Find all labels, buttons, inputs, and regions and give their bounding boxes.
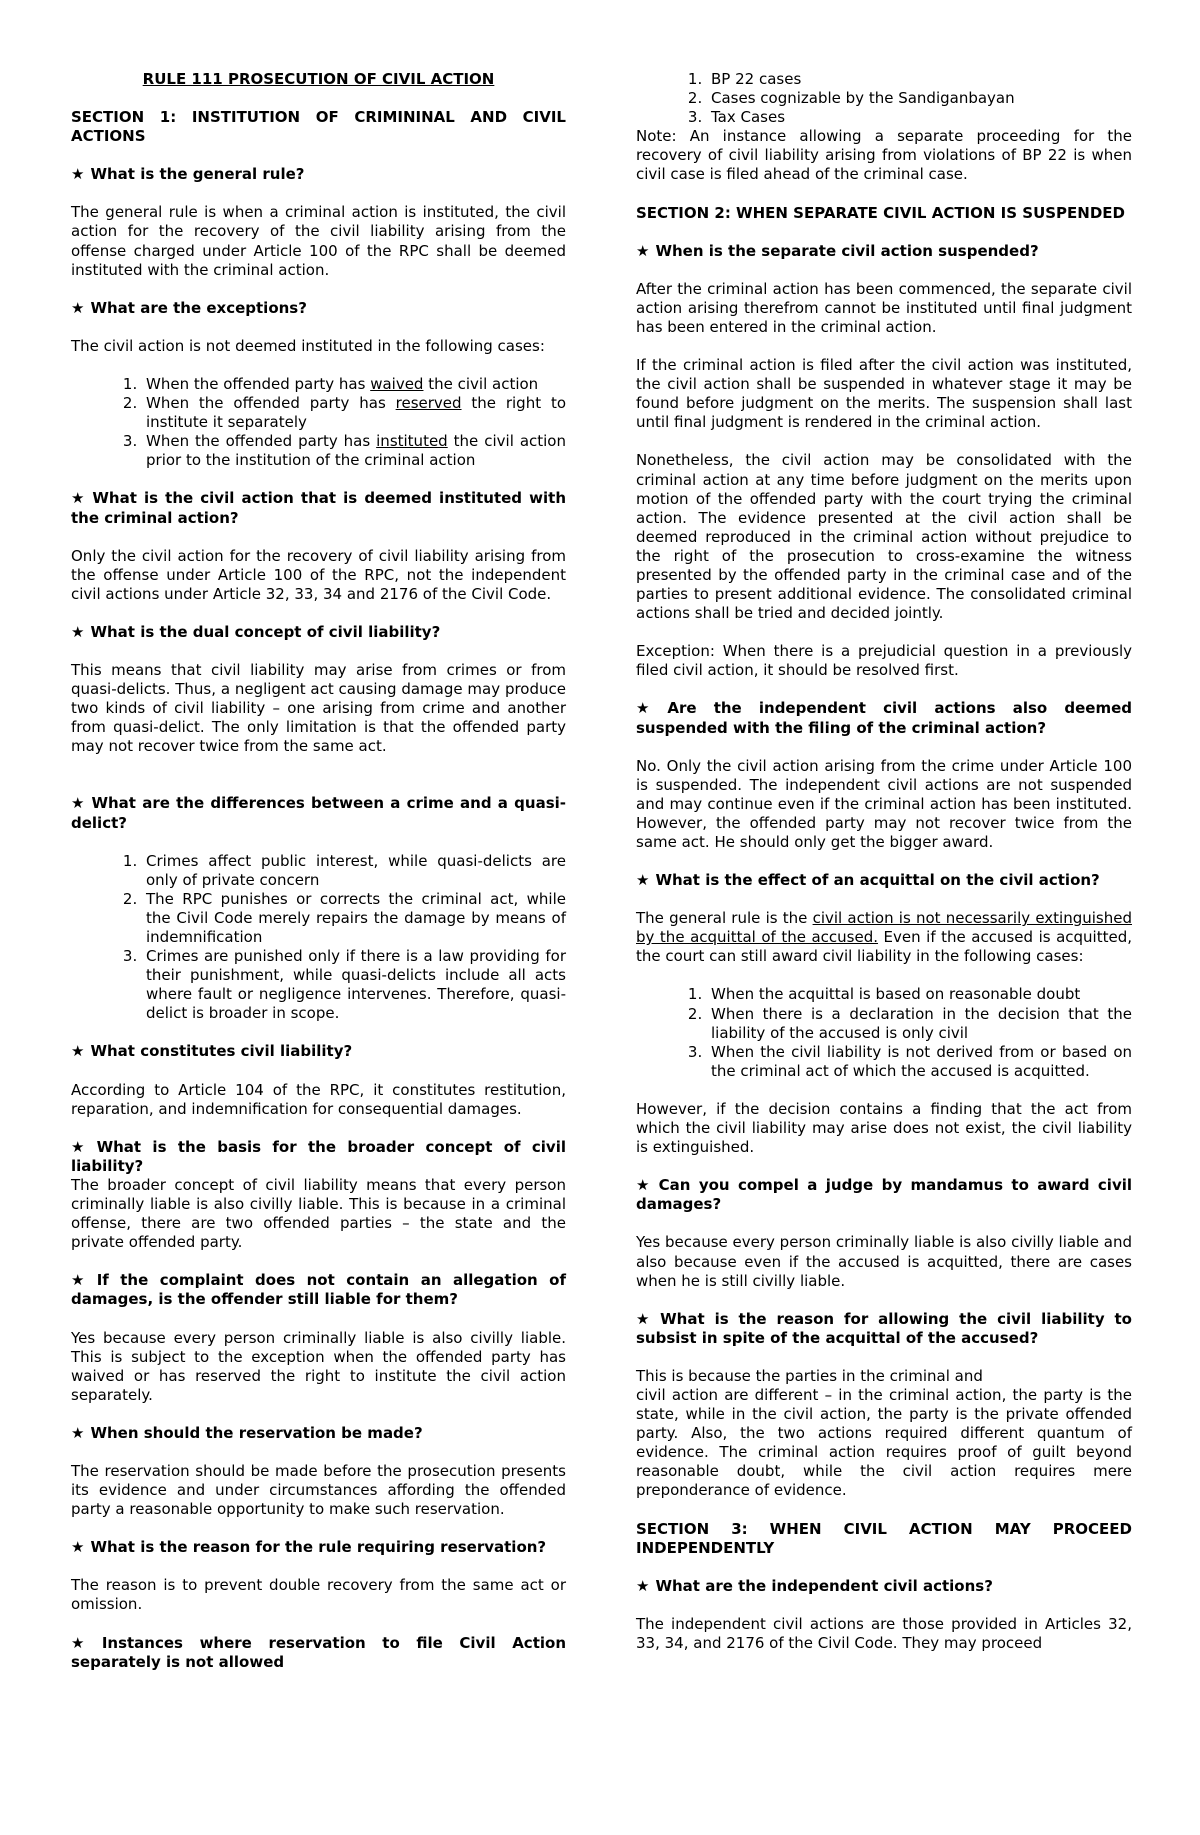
question-crime-vs-quasi-delict: ★ What are the differences between a crime and a quasi-delict? xyxy=(71,794,566,832)
star-bullet-icon: ★ xyxy=(636,1576,650,1595)
paragraph-consolidation: Nonetheless, the civil action may be consolidated with the criminal action at any time before judgment on the merits upon motion of the offended party with the court trying the criminal action. The evidence presented at the civil action shall be deemed reproduced in the criminal action without prejudice to the right of the prosecution to cross-examine the witness presented by the offended party in the criminal case and of the parties to present additional evidence. The consolidated criminal actions shall be tried and decided jointly. xyxy=(636,451,1132,623)
star-bullet-icon: ★ xyxy=(71,1137,91,1156)
list-item: 2. The RPC punishes or corrects the criminal act, while the Civil Code merely repairs the damage by means of indemnification xyxy=(142,890,566,947)
differences-list xyxy=(71,852,566,1024)
section-1-heading: SECTION 1: INSTITUTION OF CRIMININAL AND CIVIL ACTIONS xyxy=(71,108,566,146)
answer-no-allegation-of-damages: Yes because every person criminally liable is also civilly liable. This is subject to the exception when the offended party has waived or has reserved the right to institute the civil action separately. xyxy=(71,1328,566,1404)
document-title: RULE 111 PROSECUTION OF CIVIL ACTION xyxy=(142,70,495,88)
answer-mandamus: Yes because every person criminally liable is also civilly liable and also because even if the accused is acquitted, there are cases when he is still civilly liable. xyxy=(636,1233,1132,1290)
list-item: 3. Crimes are punished only if there is a law providing for their punishment, while quasi-delicts include all acts where fault or negligence intervenes. Therefore, quasi-delict is broader in scope. xyxy=(142,947,566,1023)
answer-civil-action-deemed-instituted: Only the civil action for the recovery of civil liability arising from the offense under Article 100 of the RPC, not the independent civil actions under Article 32, 33, 34 and 2176 of the Civil Code. xyxy=(71,546,566,603)
answer-when-reservation: The reservation should be made before the prosecution presents its evidence and under circumstances affording the offended party a reasonable opportunity to make such reservation. xyxy=(71,1461,566,1519)
question-broader-concept: ★ What is the basis for the broader concept of civil liability? xyxy=(71,1137,566,1175)
star-bullet-icon: ★ xyxy=(636,699,662,718)
answer-independent-suspended: No. Only the civil action arising from the crime under Article 100 is suspended. The independent civil actions are not suspended and may continue even if the criminal action has been instituted. However, the offended party may not recover twice from the same act. He should only get the bigger award. xyxy=(636,756,1132,851)
right-column xyxy=(636,70,1132,1672)
answer-civil-liability: According to Article 104 of the RPC, it constitutes restitution, reparation, and indemnification for consequential damages. xyxy=(71,1080,566,1118)
answer-exceptions: The civil action is not deemed instituted in the following cases: xyxy=(71,336,545,355)
answer-independent-civil-actions: The independent civil actions are those provided in Articles 32, 33, 34, and 2176 of the Civil Code. They may proceed xyxy=(636,1614,1132,1652)
left-column xyxy=(71,70,566,1672)
star-bullet-icon: ★ xyxy=(71,489,87,508)
star-bullet-icon: ★ xyxy=(71,1423,85,1442)
question-when-suspended: ★ When is the separate civil action suspended? xyxy=(636,241,1039,260)
star-bullet-icon: ★ xyxy=(636,871,650,890)
list-item: 3. When the civil liability is not derived from or based on the criminal act of which the accused is acquitted. xyxy=(707,1043,1132,1081)
question-exceptions: ★ What are the exceptions? xyxy=(71,298,307,317)
section-2-heading: SECTION 2: WHEN SEPARATE CIVIL ACTION IS SUSPENDED xyxy=(636,203,1126,222)
question-reason-for-reservation: ★ What is the reason for the rule requiring reservation? xyxy=(71,1538,547,1557)
note-bp22: Note: An instance allowing a separate proceeding for the recovery of civil liability arising from violations of BP 22 is when civil case is filed ahead of the criminal case. xyxy=(636,127,1132,184)
paragraph-extinguished: However, if the decision contains a finding that the act from which the civil liability may arise does not exist, the civil liability is extinguished. xyxy=(636,1099,1132,1157)
paragraph-exception: Exception: When there is a prejudicial question in a previously filed civil action, it should be resolved first. xyxy=(636,642,1132,680)
list-item: 1. Crimes affect public interest, while quasi-delicts are only of private concern xyxy=(142,852,566,890)
answer-general-rule: The general rule is when a criminal action is instituted, the civil action for the recovery of the civil liability arising from the offense charged under Article 100 of the RPC shall be deemed instituted with the criminal action. xyxy=(71,203,566,279)
list-item: 1. When the acquittal is based on reasonable doubt xyxy=(707,985,1132,1004)
acquittal-cases-list xyxy=(636,985,1132,1080)
answer-broader-concept: The broader concept of civil liability means that every person criminally liable is also civilly liable. This is because in a criminal offense, there are two offended parties – the state and the private offended party. xyxy=(71,1175,566,1252)
question-civil-action-deemed-instituted: ★ What is the civil action that is deemed instituted with the criminal action? xyxy=(71,489,567,527)
star-bullet-icon: ★ xyxy=(71,165,85,184)
question-general-rule: ★ What is the general rule? xyxy=(71,165,305,184)
answer-effect-of-acquittal: The general rule is the civil action is not necessarily extinguished by the acquittal of the accused. Even if the accused is acquitted, the court can still award civil liability in the following cases: xyxy=(636,909,1132,966)
instances-list xyxy=(636,70,1132,127)
list-item: 1. When the offended party has waived the civil action xyxy=(142,375,566,394)
question-effect-of-acquittal: ★ What is the effect of an acquittal on the civil action? xyxy=(636,871,1100,890)
star-bullet-icon: ★ xyxy=(71,622,85,641)
section-3-heading: SECTION 3: WHEN CIVIL ACTION MAY PROCEED INDEPENDENTLY xyxy=(636,1519,1132,1557)
star-bullet-icon: ★ xyxy=(71,1633,96,1652)
star-bullet-icon: ★ xyxy=(71,298,85,317)
star-bullet-icon: ★ xyxy=(71,1538,85,1557)
question-civil-liability: ★ What constitutes civil liability? xyxy=(71,1042,353,1061)
list-item: 2. When the offended party has reserved the right to institute it separately xyxy=(142,394,566,432)
question-no-allegation-of-damages: ★ If the complaint does not contain an allegation of damages, is the offender still liable for them? xyxy=(71,1271,566,1309)
question-dual-concept: ★ What is the dual concept of civil liability? xyxy=(71,622,441,641)
answer-reason-for-reservation: The reason is to prevent double recovery from the same act or omission. xyxy=(71,1576,566,1614)
question-independent-civil-actions: ★ What are the independent civil actions? xyxy=(636,1576,993,1595)
question-independent-suspended: ★ Are the independent civil actions also deemed suspended with the filing of the criminal action? xyxy=(636,699,1132,737)
star-bullet-icon: ★ xyxy=(71,1271,91,1290)
list-item: 3. Tax Cases xyxy=(707,108,1132,127)
paragraph-commenced: After the criminal action has been commenced, the separate civil action arising therefrom cannot be instituted until final judgment has been entered in the criminal action. xyxy=(636,279,1132,336)
answer-reason-subsist: This is because the parties in the criminal and civil action are different – in the criminal action, the party is the state, while in the civil action, the party is the private offended party. Also, the two actions required different quantum of evidence. The criminal action requires proof of guilt beyond reasonable doubt, while the civil action requires mere preponderance of evidence. xyxy=(636,1366,1132,1500)
list-item: 3. When the offended party has instituted the civil action prior to the institution of the criminal action xyxy=(142,432,566,470)
question-reason-subsist: ★ What is the reason for allowing the civil liability to subsist in spite of the acquittal of the accused? xyxy=(636,1309,1132,1347)
star-bullet-icon: ★ xyxy=(636,1309,655,1328)
list-item: 1. BP 22 cases xyxy=(707,70,1132,89)
star-bullet-icon: ★ xyxy=(636,241,650,260)
question-mandamus: ★ Can you compel a judge by mandamus to award civil damages? xyxy=(636,1176,1133,1214)
paragraph-filed-after: If the criminal action is filed after the civil action was instituted, the civil action shall be suspended in whatever stage it may be found before judgment on the merits. The suspension shall last until final judgment is rendered in the criminal action. xyxy=(636,356,1132,432)
list-item: 2. Cases cognizable by the Sandiganbayan xyxy=(707,89,1132,108)
question-reservation-not-allowed: ★ Instances where reservation to file Civil Action separately is not allowed xyxy=(71,1633,566,1671)
star-bullet-icon: ★ xyxy=(71,1042,85,1061)
list-item: 2. When there is a declaration in the decision that the liability of the accused is only civil xyxy=(707,1005,1132,1043)
question-when-reservation: ★ When should the reservation be made? xyxy=(71,1423,423,1442)
star-bullet-icon: ★ xyxy=(71,794,86,813)
exceptions-list xyxy=(71,375,566,470)
answer-dual-concept: This means that civil liability may arise from crimes or from quasi-delicts. Thus, a negligent act causing damage may produce two kinds of civil liability – one arising from crime and another from quasi-delict. The only limitation is that the offended party may not recover twice from the same act. xyxy=(71,660,566,756)
star-bullet-icon: ★ xyxy=(636,1176,653,1195)
